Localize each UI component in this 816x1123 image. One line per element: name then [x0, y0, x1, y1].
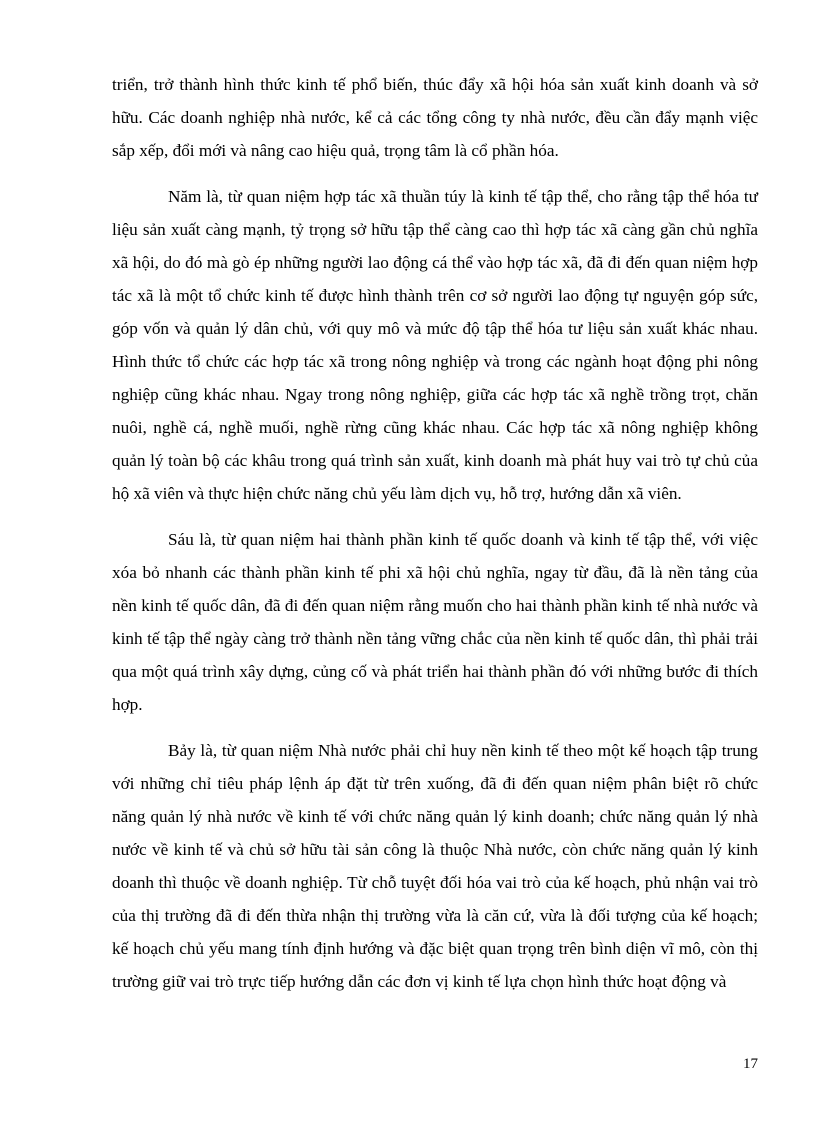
document-page: [112, 68, 758, 1011]
paragraph-bay-la: Bảy là, từ quan niệm Nhà nước phải chỉ huy nền kinh tế theo một kế hoạch tập trung với những chỉ tiêu pháp lệnh áp đặt từ trên xuống, đã đi đến quan niệm phân biệt rõ chức năng quản lý nhà nước về kinh tế với chức năng quản lý kinh doanh; chức năng quản lý nhà nước về kinh tế và chủ sở hữu tài sản công là thuộc Nhà nước, còn chức năng quản lý kinh doanh thì thuộc về doanh nghiệp. Từ chỗ tuyệt đối hóa vai trò của kế hoạch, phủ nhận vai trò của thị trường đã đi đến thừa nhận thị trường vừa là căn cứ, vừa là đối tượng của kế hoạch; kế hoạch chủ yếu mang tính định hướng và đặc biệt quan trọng trên bình diện vĩ mô, còn thị trường giữ vai trò trực tiếp hướng dẫn các đơn vị kinh tế lựa chọn hình thức hoạt động và: [112, 741, 758, 991]
paragraph-sau-la: Sáu là, từ quan niệm hai thành phần kinh tế quốc doanh và kinh tế tập thể, với việc xóa bỏ nhanh các thành phần kinh tế phi xã hội chủ nghĩa, ngay từ đầu, đã là nền tảng của nền kinh tế quốc dân, đã đi đến quan niệm rằng muốn cho hai thành phần kinh tế nhà nước và kinh tế tập thể ngày càng trở thành nền tảng vững chắc của nền kinh tế quốc dân, thì phải trải qua một quá trình xây dựng, củng cố và phát triển hai thành phần đó với những bước đi thích hợp.: [112, 530, 758, 714]
paragraph-nam-la: Năm là, từ quan niệm hợp tác xã thuần túy là kinh tế tập thể, cho rằng tập thể hóa tư liệu sản xuất càng mạnh, tỷ trọng sở hữu tập thể càng cao thì hợp tác xã càng gần chủ nghĩa xã hội, do đó mà gò ép những người lao động cá thể vào hợp tác xã, đã đi đến quan niệm hợp tác xã là một tổ chức kinh tế được hình thành trên cơ sở người lao động tự nguyện góp sức, góp vốn và quản lý dân chủ, với quy mô và mức độ tập thể hóa tư liệu sản xuất khác nhau. Hình thức tổ chức các hợp tác xã trong nông nghiệp và trong các ngành hoạt động phi nông nghiệp cũng khác nhau. Ngay trong nông nghiệp, giữa các hợp tác xã nghề trồng trọt, chăn nuôi, nghề cá, nghề muối, nghề rừng cũng khác nhau. Các hợp tác xã nông nghiệp không quản lý toàn bộ các khâu trong quá trình sản xuất, kinh doanh mà phát huy vai trò tự chủ của hộ xã viên và thực hiện chức năng chủ yếu làm dịch vụ, hỗ trợ, hướng dẫn xã viên.: [112, 187, 758, 503]
paragraph-continuation: triển, trở thành hình thức kinh tế phổ biến, thúc đẩy xã hội hóa sản xuất kinh doanh và sở hữu. Các doanh nghiệp nhà nước, kể cả các tổng công ty nhà nước, đều cần đẩy mạnh việc sắp xếp, đổi mới và nâng cao hiệu quả, trọng tâm là cổ phần hóa.: [112, 75, 758, 160]
page-number: 17: [743, 1056, 758, 1072]
